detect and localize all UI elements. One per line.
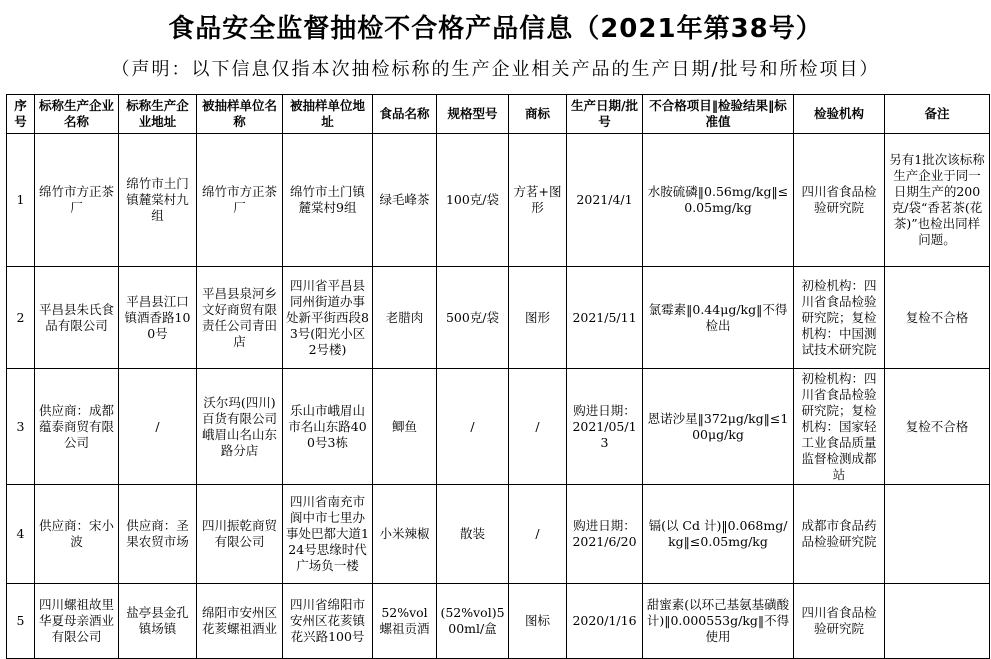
table-cell: 氯霉素‖0.44μg/kg‖不得检出 [643, 267, 794, 369]
table-cell: 2 [7, 267, 35, 369]
table-cell: 绵竹市土门镇麓棠村9组 [283, 134, 373, 267]
table-cell: 100克/袋 [437, 134, 509, 267]
table-cell: 供应商：成都蕴泰商贸有限公司 [35, 369, 119, 485]
header-cell: 规格型号 [437, 95, 509, 134]
header-cell: 标称生产企业名称 [35, 95, 119, 134]
table-cell: 2021/5/11 [567, 267, 643, 369]
table-cell: 绵竹市土门镇麓棠村九组 [119, 134, 197, 267]
table-cell: 四川振乾商贸有限公司 [197, 485, 283, 584]
page-title: 食品安全监督抽检不合格产品信息（2021年第38号） [168, 14, 823, 44]
table-cell: 4 [7, 485, 35, 584]
table-cell: 平昌县朱氏食品有限公司 [35, 267, 119, 369]
header-cell: 序号 [7, 95, 35, 134]
table-cell: 甜蜜素(以环己基氨基磺酸计)‖0.000553g/kg‖不得使用 [643, 584, 794, 659]
table-cell: 1 [7, 134, 35, 267]
table-cell: / [119, 369, 197, 485]
header-cell: 被抽样单位地址 [283, 95, 373, 134]
table-cell: 500克/袋 [437, 267, 509, 369]
header-cell: 生产日期/批号 [567, 95, 643, 134]
table-cell: 小米辣椒 [373, 485, 437, 584]
table-cell: 复检不合格 [885, 267, 990, 369]
table-cell: 图形 [509, 267, 567, 369]
table-cell: 另有1批次该标称生产企业于同一日期生产的200克/袋“香茗茶(花茶)”也检出同样问题。 [885, 134, 990, 267]
table-cell: 方茗+图形 [509, 134, 567, 267]
table-row [7, 134, 990, 267]
table-cell: 四川省绵阳市安州区花荄镇花兴路100号 [283, 584, 373, 659]
table-cell: 2021/4/1 [567, 134, 643, 267]
table-cell: 水胺硫磷‖0.56mg/kg‖≤0.05mg/kg [643, 134, 794, 267]
table-cell: 四川省食品检验研究院 [794, 584, 885, 659]
table-cell: 复检不合格 [885, 369, 990, 485]
table-cell: 初检机构：四川省食品检验研究院；复检机构：国家轻工业食品质量监督检测成都站 [794, 369, 885, 485]
table-cell: 5 [7, 584, 35, 659]
table-cell: 初检机构：四川省食品检验研究院；复检机构：中国测试技术研究院 [794, 267, 885, 369]
table-cell: / [437, 369, 509, 485]
header-row [7, 95, 990, 134]
table-cell: 平昌县江口镇酒香路100号 [119, 267, 197, 369]
table-cell: 供应商：宋小波 [35, 485, 119, 584]
table-cell: 四川省食品检验研究院 [794, 134, 885, 267]
table-cell [885, 485, 990, 584]
table-cell: 3 [7, 369, 35, 485]
header-cell: 商标 [509, 95, 567, 134]
table-cell: 盐亭县金孔镇场镇 [119, 584, 197, 659]
table-row [7, 584, 990, 659]
table-cell: 四川螺祖故里华夏母亲酒业有限公司 [35, 584, 119, 659]
table-cell: 绵竹市方正茶厂 [35, 134, 119, 267]
table-row [7, 485, 990, 584]
page-subtitle: （声明：以下信息仅指本次抽检标称的生产企业相关产品的生产日期/批号和所检项目） [111, 59, 880, 80]
header-cell: 被抽样单位名称 [197, 95, 283, 134]
table-cell: 沃尔玛(四川)百货有限公司峨眉山名山东路分店 [197, 369, 283, 485]
table-cell: 恩诺沙星‖372μg/kg‖≤100μg/kg [643, 369, 794, 485]
table-cell: 散装 [437, 485, 509, 584]
header-cell: 标称生产企业地址 [119, 95, 197, 134]
header-cell: 检验机构 [794, 95, 885, 134]
table-cell: 四川省南充市阆中市七里办事处巴都大道124号思缘时代广场负一楼 [283, 485, 373, 584]
table-row [7, 369, 990, 485]
table-cell: 鲫鱼 [373, 369, 437, 485]
table-cell [885, 584, 990, 659]
table-cell: (52%vol)500ml/盒 [437, 584, 509, 659]
table-cell: 购进日期：2021/05/13 [567, 369, 643, 485]
table-row [7, 267, 990, 369]
table-cell: 四川省平昌县同州街道办事处新平街西段83号(阳光小区2号楼) [283, 267, 373, 369]
header-cell: 备注 [885, 95, 990, 134]
table-cell: 图标 [509, 584, 567, 659]
table-cell: 购进日期：2021/6/20 [567, 485, 643, 584]
header-cell: 不合格项目‖检验结果‖标准值 [643, 95, 794, 134]
table-cell: 成都市食品药品检验研究院 [794, 485, 885, 584]
table-cell: 绵竹市方正茶厂 [197, 134, 283, 267]
table-cell: 供应商：圣果农贸市场 [119, 485, 197, 584]
table-cell: 绿毛峰茶 [373, 134, 437, 267]
table-cell: 老腊肉 [373, 267, 437, 369]
results-table [6, 94, 990, 659]
table-cell: 乐山市峨眉山市名山东路400号3栋 [283, 369, 373, 485]
table-cell: 2020/1/16 [567, 584, 643, 659]
table-cell: 52%vol螺祖贡酒 [373, 584, 437, 659]
table-cell: 平昌县泉河乡文好商贸有限责任公司青田店 [197, 267, 283, 369]
table-cell: / [509, 369, 567, 485]
table-cell: / [509, 485, 567, 584]
header-cell: 食品名称 [373, 95, 437, 134]
table-cell: 绵阳市安州区花荄螺祖酒业 [197, 584, 283, 659]
table-cell: 镉(以 Cd 计)‖0.068mg/kg‖≤0.05mg/kg [643, 485, 794, 584]
